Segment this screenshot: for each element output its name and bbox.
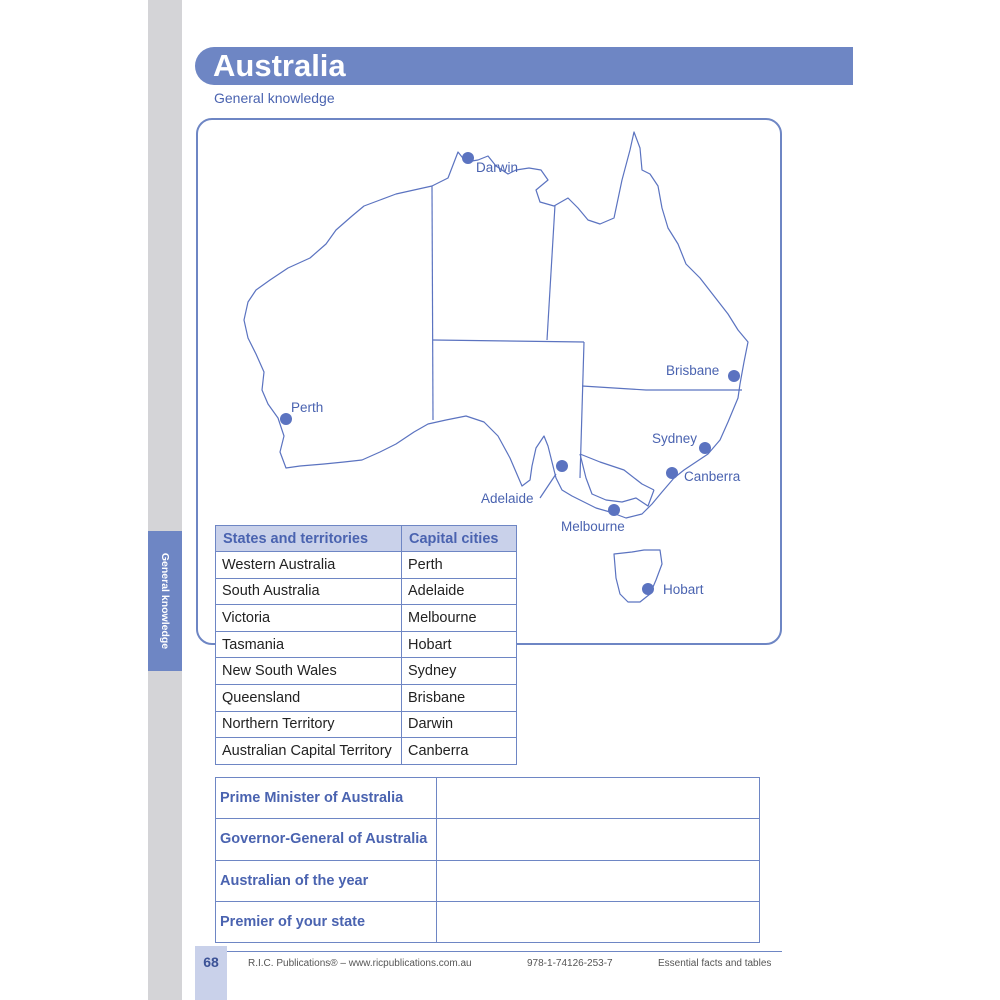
- capital-cell: Perth: [402, 552, 517, 579]
- qld-nsw-border: [582, 386, 742, 390]
- darwin-label: Darwin: [476, 160, 519, 175]
- footer-divider: [195, 951, 782, 952]
- nt-qld-border: [547, 205, 555, 340]
- brisbane-marker: [728, 370, 740, 382]
- title-bar: [195, 47, 853, 85]
- adelaide-label: Adelaide: [481, 491, 534, 506]
- state-cell: Queensland: [216, 684, 402, 711]
- facts-row: [216, 902, 760, 943]
- state-cell: Victoria: [216, 605, 402, 632]
- table-row: [216, 552, 517, 579]
- adelaide-marker: [556, 460, 568, 472]
- fact-label: Australian of the year: [216, 861, 437, 902]
- fact-answer-field[interactable]: [437, 819, 760, 861]
- table-row: [216, 605, 517, 632]
- capital-cell: Canberra: [402, 738, 517, 765]
- state-cell: Australian Capital Territory: [216, 738, 402, 765]
- capital-cell: Brisbane: [402, 684, 517, 711]
- canberra-marker: [666, 467, 678, 479]
- wa-border: [432, 186, 433, 420]
- capital-cell: Adelaide: [402, 578, 517, 605]
- table-row: [216, 578, 517, 605]
- capital-cell: Melbourne: [402, 605, 517, 632]
- fact-label: Premier of your state: [216, 902, 437, 943]
- fact-answer-field[interactable]: [437, 778, 760, 819]
- capital-cell: Darwin: [402, 711, 517, 738]
- side-tab-label: General knowledge: [159, 552, 171, 650]
- hobart-label: Hobart: [663, 582, 704, 597]
- sydney-marker: [699, 442, 711, 454]
- tasmania-outline: [614, 550, 662, 602]
- page-title: Australia: [213, 48, 346, 83]
- page-number-box: [195, 946, 227, 1000]
- state-cell: Tasmania: [216, 631, 402, 658]
- table-row: [216, 684, 517, 711]
- capitals-table: [215, 525, 517, 765]
- publisher-credit: R.I.C. Publications® – www.ricpublications.com.au: [248, 958, 472, 969]
- capital-cell: Hobart: [402, 631, 517, 658]
- fact-answer-field[interactable]: [437, 861, 760, 902]
- nt-sa-border: [433, 340, 584, 342]
- facts-row: [216, 861, 760, 902]
- canberra-label: Canberra: [684, 469, 741, 484]
- facts-row: [216, 778, 760, 819]
- melbourne-label: Melbourne: [561, 519, 625, 534]
- state-cell: New South Wales: [216, 658, 402, 685]
- isbn: 978-1-74126-253-7: [527, 958, 613, 969]
- state-cell: Northern Territory: [216, 711, 402, 738]
- page-subtitle: General knowledge: [214, 90, 335, 106]
- fact-label: Governor-General of Australia: [216, 819, 437, 861]
- fact-answer-field[interactable]: [437, 902, 760, 943]
- states-header: States and territories: [216, 526, 402, 552]
- facts-table: [215, 777, 760, 943]
- page-margin-strip: [148, 0, 182, 1000]
- state-cell: South Australia: [216, 578, 402, 605]
- darwin-marker: [462, 152, 474, 164]
- capital-cell: Sydney: [402, 658, 517, 685]
- nsw-vic-border: [580, 454, 654, 490]
- perth-label: Perth: [291, 400, 324, 415]
- table-row: [216, 658, 517, 685]
- hobart-marker: [642, 583, 654, 595]
- mainland-outline: [244, 132, 748, 518]
- state-cell: Western Australia: [216, 552, 402, 579]
- book-title: Essential facts and tables: [658, 958, 772, 969]
- table-row: [216, 738, 517, 765]
- capitals-header: Capital cities: [402, 526, 517, 552]
- brisbane-label: Brisbane: [666, 363, 720, 378]
- melbourne-marker: [608, 504, 620, 516]
- fact-label: Prime Minister of Australia: [216, 778, 437, 819]
- adelaide-pointer: [540, 474, 556, 498]
- sydney-label: Sydney: [652, 431, 698, 446]
- vic-coast: [580, 454, 654, 506]
- capitals-header-row: [216, 526, 517, 552]
- facts-row: [216, 819, 760, 861]
- page-number: 68: [203, 954, 219, 970]
- table-row: [216, 631, 517, 658]
- table-row: [216, 711, 517, 738]
- side-tab: [148, 531, 182, 671]
